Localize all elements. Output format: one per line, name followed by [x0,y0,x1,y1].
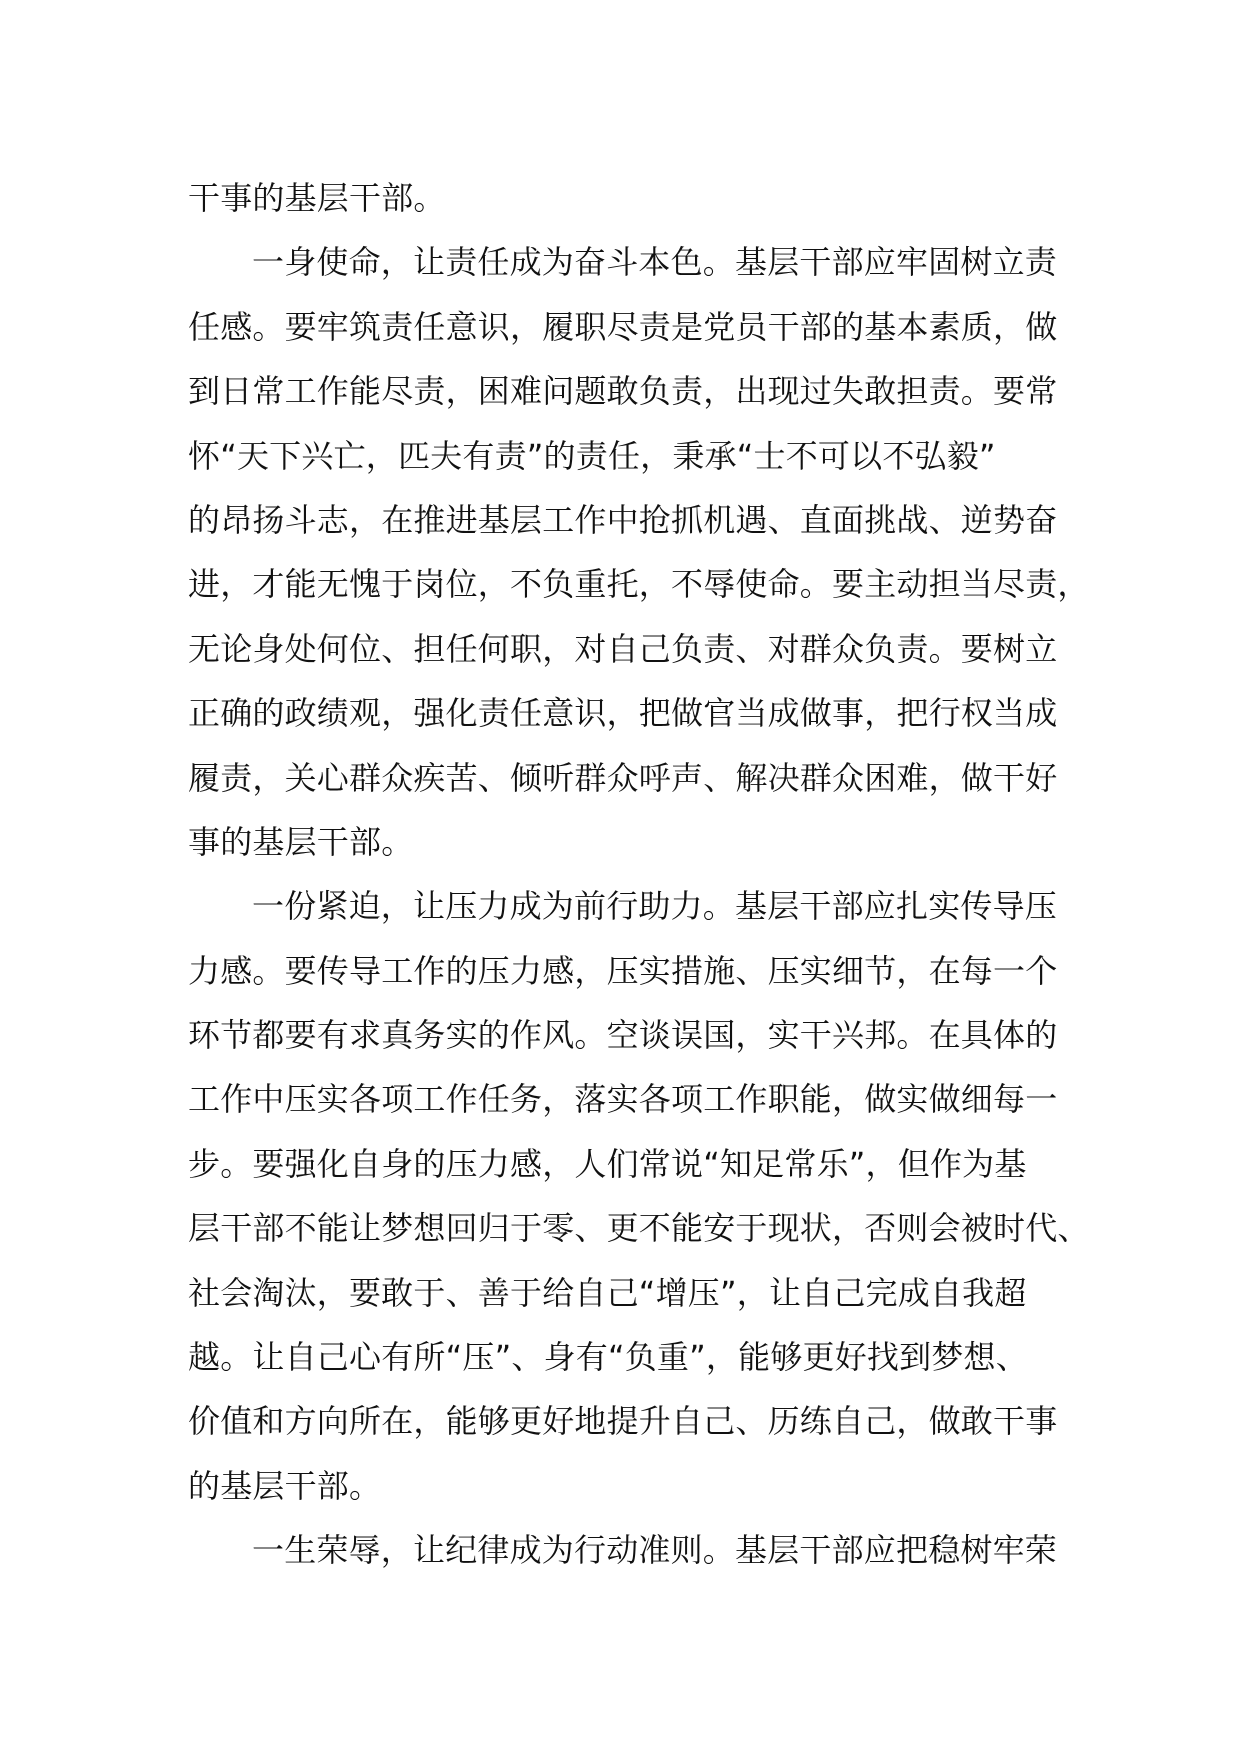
paragraph-start-line: 一身使命，让责任成为奋斗本色。基层干部应牢固树立责 [252,243,1058,282]
text-line: 进，才能无愧于岗位，不负重托，不辱使命。要主动担当尽责， [188,565,1090,604]
text-line: 力感。要传导工作的压力感，压实措施、压实细节，在每一个 [188,951,1058,990]
text-line: 步。要强化自身的压力感，人们常说“知足常乐”，但作为基 [188,1144,1027,1183]
paragraph-start-line: 一生荣辱，让纪律成为行动准则。基层干部应把稳树牢荣 [252,1531,1058,1570]
text-line: 层干部不能让梦想回归于零、更不能安于现状，否则会被时代、 [188,1209,1090,1248]
text-line: 任感。要牢筑责任意识，履职尽责是党员干部的基本素质，做 [188,307,1058,346]
text-line: 正确的政绩观，强化责任意识，把做官当成做事，把行权当成 [188,694,1058,733]
paragraph-start-line: 一份紧迫，让压力成为前行助力。基层干部应扎实传导压 [252,887,1058,926]
text-line: 越。让自己心有所“压”、身有“负重”，能够更好找到梦想、 [188,1338,1028,1377]
text-line: 价值和方向所在，能够更好地提升自己、历练自己，做敢干事 [188,1402,1058,1441]
text-line: 工作中压实各项工作任务，落实各项工作职能，做实做细每一 [188,1080,1058,1119]
text-line: 社会淘汰，要敢于、善于给自己“增压”，让自己完成自我超 [188,1273,1027,1312]
text-line: 干事的基层干部。 [188,179,446,217]
text-line: 无论身处何位、担任何职，对自己负责、对群众负责。要树立 [188,629,1058,668]
text-line: 环节都要有求真务实的作风。空谈误国，实干兴邦。在具体的 [188,1016,1058,1055]
text-line: 到日常工作能尽责，困难问题敢负责，出现过失敢担责。要常 [188,372,1058,411]
text-line: 事的基层干部。 [188,822,414,861]
text-line: 的基层干部。 [188,1466,382,1505]
text-line: 履责，关心群众疾苦、倾听群众呼声、解决群众困难，做干好 [188,758,1058,797]
text-line: 的昂扬斗志，在推进基层工作中抢抓机遇、直面挑战、逆势奋 [188,500,1058,539]
body-text [188,166,1088,1583]
text-line: 怀“天下兴亡，匹夫有责”的责任，秉承“士不可以不弘毅” [188,436,996,475]
